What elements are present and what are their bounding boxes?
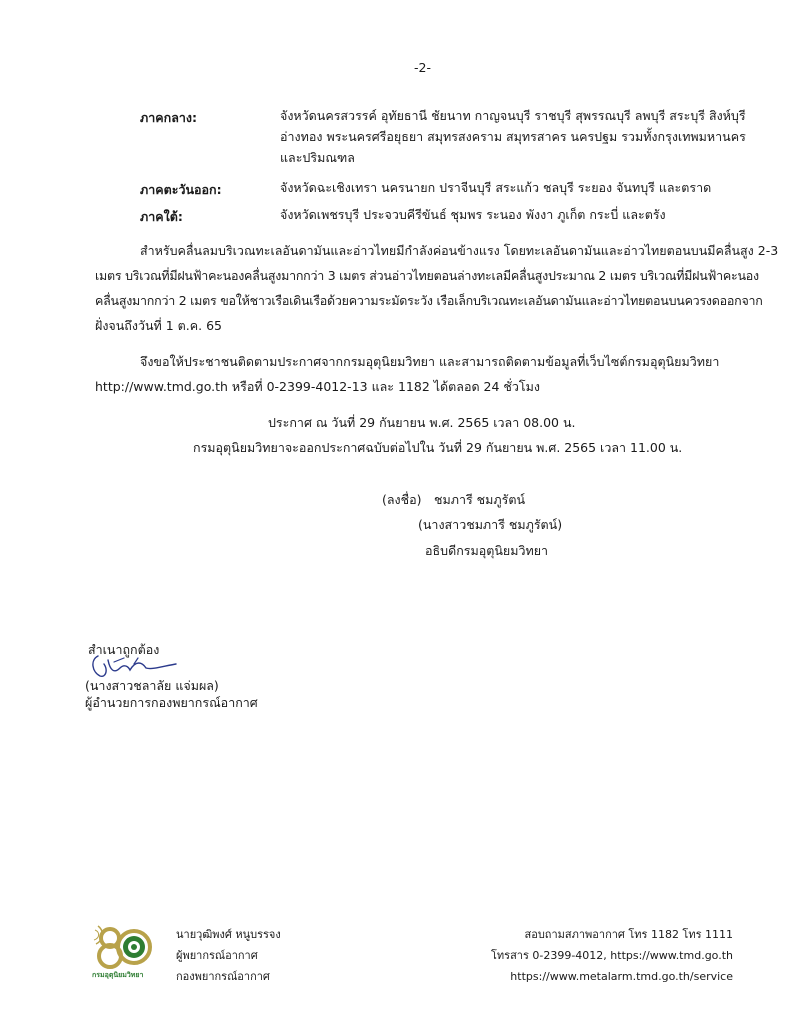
paragraph-line: คลื่นสูงมากกว่า 2 เมตร ขอให้ชาวเรือเดินเรือด้วยความระมัดระวัง เรือเล็กบริเวณทะเลอันดามันและอ่าวไทยตอนบนควรงดออกจาก: [95, 293, 763, 308]
footer-left-line: กองพยากรณ์อากาศ: [176, 970, 270, 983]
region-label: ภาคใต้:: [140, 209, 183, 224]
footer-right-link[interactable]: https://www.metalarm.tmd.go.th/service: [510, 970, 733, 983]
announce-line: ประกาศ ณ วันที่ 29 กันยายน พ.ศ. 2565 เวลา 08.00 น.: [268, 415, 576, 430]
paragraph-line: ฝั่งจนถึงวันที่ 1 ต.ค. 65: [95, 318, 222, 333]
footer-left-line: นายวุฒิพงศ์ หนูบรรจง: [176, 928, 281, 941]
footer-left-line: ผู้พยากรณ์อากาศ: [176, 949, 258, 962]
tmd-80th-logo: [90, 920, 158, 984]
region-text-line: จังหวัดเพชรบุรี ประจวบคีรีขันธ์ ชุมพร ระนอง พังงา ภูเก็ต กระบี่ และตรัง: [280, 207, 666, 222]
signed-prefix: (ลงชื่อ): [382, 492, 422, 507]
certified-copy-name: (นางสาวชลาลัย แจ่มผล): [85, 678, 219, 693]
paragraph-line: จึงขอให้ประชาชนติดตามประกาศจากกรมอุตุนิยมวิทยา และสามารถติดตามข้อมูลที่เว็บไซต์กรมอุตุนิยมวิทยา: [140, 354, 720, 369]
logo-caption: กรมอุตุนิยมวิทยา: [92, 971, 144, 979]
region-label: ภาคกลาง:: [140, 110, 197, 125]
paragraph-line: เมตร บริเวณที่มีฝนฟ้าคะนองคลื่นสูงมากกว่า 3 เมตร ส่วนอ่าวไทยตอนล่างทะเลมีคลื่นสูงประมาณ 2 เมตร บริเวณที่มีฝนฟ้าคะนอง: [95, 268, 759, 283]
region-text-line: อ่างทอง พระนครศรีอยุธยา สมุทรสงคราม สมุทรสาคร นครปฐม รวมทั้งกรุงเทพมหานคร: [280, 129, 746, 144]
page-number: -2-: [414, 60, 431, 75]
footer-right-line: โทรสาร 0-2399-4012, https://www.tmd.go.th: [491, 949, 733, 962]
region-text-line: จังหวัดนครสวรรค์ อุทัยธานี ชัยนาท กาญจนบุรี ราชบุรี สุพรรณบุรี ลพบุรี สระบุรี สิงห์บุรี: [280, 108, 746, 123]
signed-name: ชมภารี ชมภูรัตน์: [434, 492, 526, 507]
region-text-line: จังหวัดฉะเชิงเทรา นครนายก ปราจีนบุรี สระแก้ว ชลบุรี ระยอง จันทบุรี และตราด: [280, 180, 712, 195]
certified-copy-position: ผู้อำนวยการกองพยากรณ์อากาศ: [85, 695, 258, 710]
signatory-position: อธิบดีกรมอุตุนิยมวิทยา: [425, 543, 549, 558]
certified-copy-title: สำเนาถูกต้อง: [88, 642, 160, 657]
region-label: ภาคตะวันออก:: [140, 182, 222, 197]
paragraph-line: http://www.tmd.go.th หรือที่ 0-2399-4012-13 และ 1182 ได้ตลอด 24 ชั่วโมง: [95, 379, 540, 394]
paragraph-line: สำหรับคลื่นลมบริเวณทะเลอันดามันและอ่าวไทยมีกำลังค่อนข้างแรง โดยทะเลอันดามันและอ่าวไทยตอนบนมีคลื่นสูง 2-3: [140, 243, 779, 258]
signatory-full-name: (นางสาวชมภารี ชมภูรัตน์): [418, 517, 563, 532]
region-text-line: และปริมณฑล: [280, 150, 355, 165]
next-announce-line: กรมอุตุนิยมวิทยาจะออกประกาศฉบับต่อไปใน วันที่ 29 กันยายน พ.ศ. 2565 เวลา 11.00 น.: [193, 440, 683, 455]
footer-right-line: สอบถามสภาพอากาศ โทร 1182 โทร 1111: [524, 928, 733, 941]
